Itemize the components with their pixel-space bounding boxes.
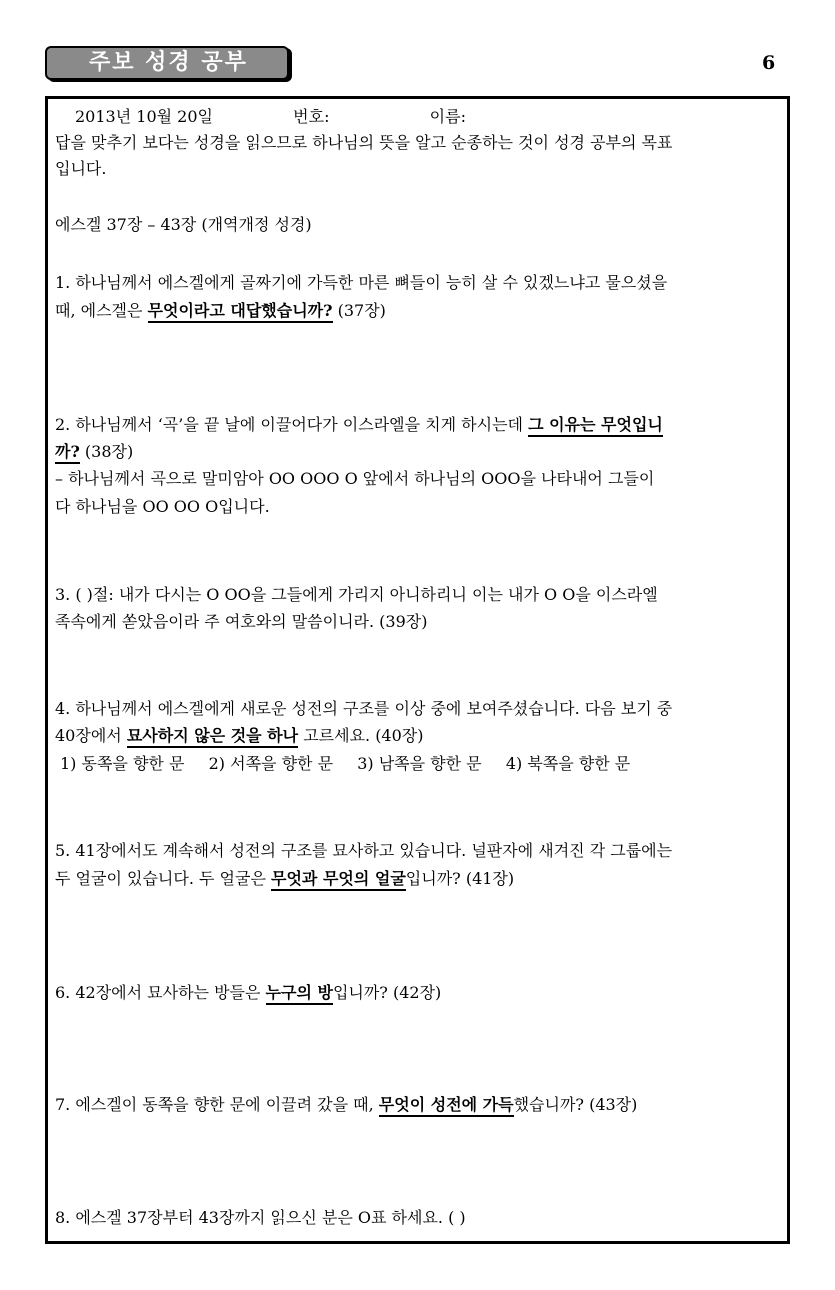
- q4-text: 40장에서: [55, 726, 127, 745]
- q6-chapter: 입니까? (42장): [332, 983, 442, 1002]
- q8-line: 8. 에스겔 37장부터 43장까지 읽으신 분은 O표 하세요. ( ): [55, 1208, 466, 1227]
- q2-line-1: [55, 414, 663, 436]
- q2-text: 2. 하나님께서 ‘곡’을 끝 날에 이끌어다가 이스라엘을 치게 하시는데: [55, 415, 529, 434]
- q4-line-2: [55, 725, 424, 747]
- q5-text: 두 얼굴이 있습니다. 두 얼굴은: [55, 869, 271, 888]
- q4-option-2: 2) 서쪽을 향한 문: [208, 754, 334, 773]
- q6-line: [55, 982, 441, 1004]
- q4-option-4: 4) 북쪽을 향한 문: [505, 754, 631, 773]
- q4-option-3: 3) 남쪽을 향한 문: [357, 754, 482, 773]
- q6-text: 6. 42장에서 묘사하는 방들은: [55, 983, 266, 1002]
- q7-text: 7. 에스겔이 동쪽을 향한 문에 이끌려 갔을 때,: [55, 1095, 379, 1114]
- q3-line-2: 족속에게 쏟았음이라 주 여호와의 말씀이니라. (39장): [55, 612, 428, 631]
- q5-underlined: 무엇과 무엇의 얼굴: [271, 869, 406, 891]
- q1-line-2: [55, 300, 386, 322]
- q1-chapter: (37장): [332, 301, 386, 320]
- q2-hint-line-1: – 하나님께서 곡으로 말미암아 OO OOO O 앞에서 하나님의 OOO을 나타내어 그들이: [55, 469, 655, 488]
- q7-underlined: 무엇이 성전에 가득: [379, 1095, 514, 1117]
- q4-underlined: 묘사하지 않은 것을 하나: [127, 726, 298, 748]
- q2-hint-line-2: 다 하나님을 OO OO O입니다.: [55, 497, 270, 516]
- q5-line-1: 5. 41장에서도 계속해서 성전의 구조를 묘사하고 있습니다. 널판자에 새겨진 각 그룹에는: [55, 841, 673, 860]
- q6-underlined: 누구의 방: [266, 983, 333, 1005]
- q4-option-1: 1) 동쪽을 향한 문: [60, 754, 185, 773]
- q1-text: 때, 에스겔은: [55, 301, 148, 320]
- page-number: 6: [762, 52, 776, 74]
- q2-line-2: [55, 441, 133, 463]
- q2-underlined: 그 이유는 무엇입니: [528, 415, 663, 437]
- page-title: 주보 성경 공부: [45, 46, 289, 80]
- q4-line-1: 4. 하나님께서 에스겔에게 새로운 성전의 구조를 이상 중에 보여주셨습니다. 다음 보기 중: [55, 699, 673, 718]
- q2-underlined-2: 까?: [55, 442, 80, 464]
- q1-underlined: 무엇이라고 대답했습니까?: [148, 301, 333, 323]
- intro-line-2: 입니다.: [55, 159, 107, 178]
- q4-chapter: 고르세요. (40장): [298, 726, 424, 745]
- name-label: 이름:: [429, 107, 466, 126]
- q7-chapter: 했습니까? (43장): [513, 1095, 638, 1114]
- q1-line-1: 1. 하나님께서 에스겔에게 골짜기에 가득한 마른 뼈들이 능히 살 수 있겠느냐고 물으셨을: [55, 273, 668, 292]
- passage: 에스겔 37장 – 43장 (개역개정 성경): [55, 215, 312, 234]
- content-frame: [45, 96, 790, 1244]
- q3-line-1: 3. ( )절: 내가 다시는 O OO을 그들에게 가리지 아니하리니 이는 내가 O O을 이스라엘: [55, 585, 658, 604]
- info-line: [75, 106, 466, 128]
- q5-line-2: [55, 868, 514, 890]
- q7-line: [55, 1094, 637, 1116]
- intro-line-1: 답을 맞추기 보다는 성경을 읽으므로 하나님의 뜻을 알고 순종하는 것이 성경 공부의 목표: [55, 133, 673, 152]
- q4-options: [60, 753, 630, 775]
- q5-chapter: 입니까? (41장): [405, 869, 515, 888]
- date: 2013년 10월 20일: [75, 107, 213, 126]
- number-label: 번호:: [293, 107, 330, 126]
- q2-chapter: (38장): [79, 442, 134, 461]
